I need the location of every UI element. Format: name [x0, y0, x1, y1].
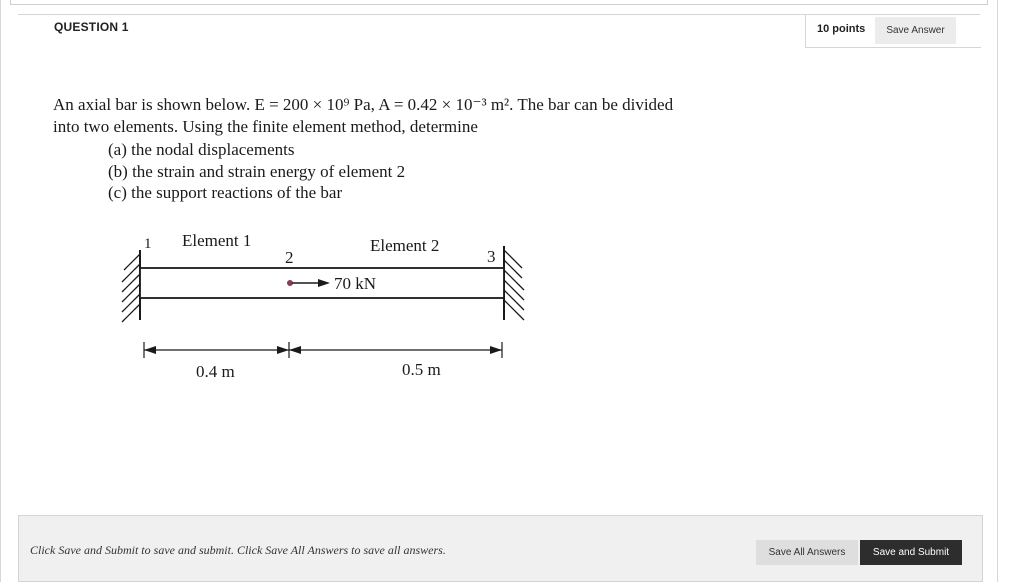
submit-footer — [18, 515, 983, 582]
question-text-line: An axial bar is shown below. E = 200 × 10⁹ Pa, A = 0.42 × 10⁻³ m². The bar can be divided — [53, 95, 674, 114]
save-answer-button[interactable]: Save Answer — [875, 17, 956, 44]
page-border-right — [997, 0, 998, 582]
element-1-label: Element 1 — [182, 231, 252, 250]
save-all-answers-button[interactable]: Save All Answers — [756, 540, 858, 565]
page-border-left — [0, 0, 1, 582]
right-fixed-support — [504, 246, 524, 320]
element-2-label: Element 2 — [370, 236, 440, 255]
footer-instructions: Click Save and Submit to save and submit. Click Save All Answers to save all answers. — [30, 543, 446, 557]
question-text-line: into two elements. Using the finite element method, determine — [53, 117, 478, 136]
dimension-lines — [144, 342, 502, 358]
length-2-label: 0.5 m — [402, 360, 441, 379]
points-label: 10 points — [817, 23, 866, 35]
axial-bar-diagram — [110, 226, 540, 386]
question-text — [53, 94, 773, 138]
save-and-submit-button[interactable]: Save and Submit — [860, 540, 962, 565]
load-label: 70 kN — [334, 274, 377, 293]
page-border-top — [10, 0, 988, 5]
question-parts — [108, 139, 405, 204]
length-1-label: 0.4 m — [196, 362, 235, 381]
question-part-a: (a) the nodal displacements — [108, 140, 295, 159]
node-2-label: 2 — [285, 248, 294, 267]
question-title: QUESTION 1 — [54, 20, 129, 34]
points-panel — [805, 14, 981, 48]
left-fixed-support — [122, 250, 140, 322]
node-3-label: 3 — [487, 247, 496, 266]
node-1-label: 1 — [144, 236, 152, 252]
question-part-c: (c) the support reactions of the bar — [108, 183, 343, 202]
question-part-b: (b) the strain and strain energy of element 2 — [108, 161, 406, 181]
